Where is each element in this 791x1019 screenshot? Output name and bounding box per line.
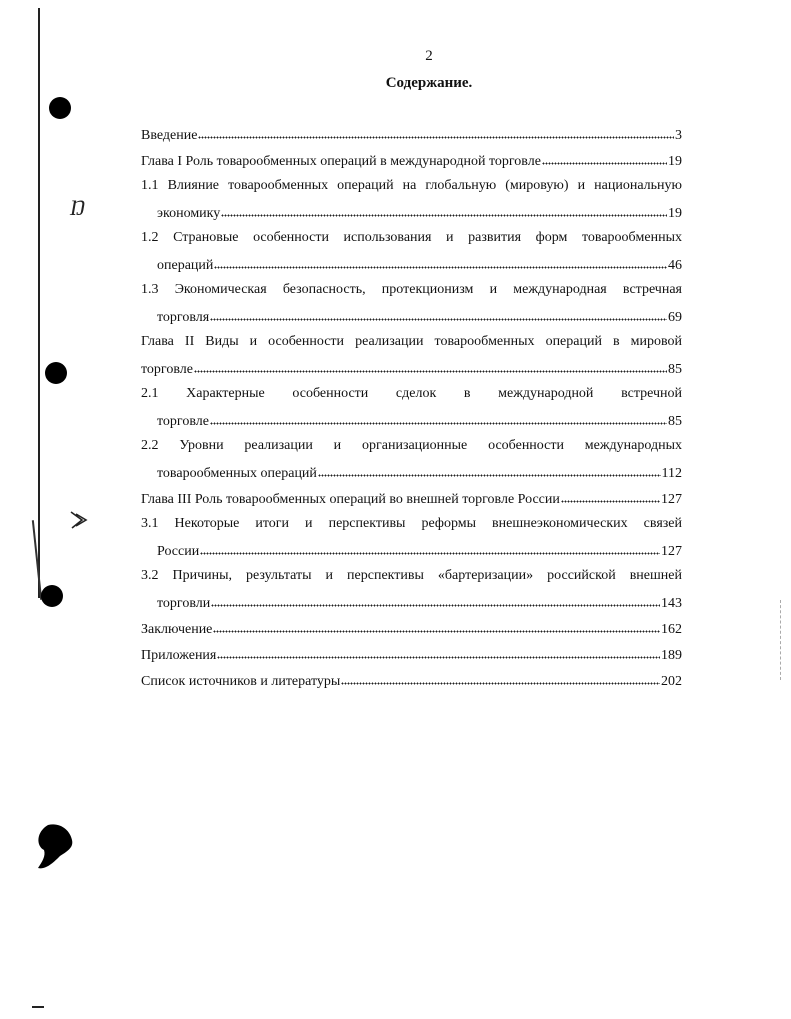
toc-entry — [141, 151, 682, 177]
toc-page-number: 19 — [668, 206, 682, 221]
toc-entry — [141, 437, 682, 489]
toc-entry-title: 1.3 Экономическая безопасность, протекционизм и международная встречная — [141, 282, 682, 297]
toc-page-number: 85 — [668, 414, 682, 429]
toc-page-number: 69 — [668, 310, 682, 325]
toc-entry — [141, 333, 682, 385]
toc-entry — [141, 645, 682, 671]
dot-leader — [194, 359, 667, 373]
toc-entry — [141, 385, 682, 437]
dot-leader — [542, 151, 667, 165]
toc-entry-title-continued: экономику — [157, 206, 221, 221]
page-title: Содержание. — [385, 75, 473, 91]
dot-leader — [210, 307, 667, 321]
toc-page-number: 127 — [661, 492, 682, 507]
punch-hole — [41, 585, 63, 607]
toc-entry — [141, 567, 682, 619]
toc-entry — [141, 229, 682, 281]
dot-leader — [341, 671, 660, 685]
toc-entry-title: Заключение — [141, 622, 213, 637]
dot-leader — [561, 489, 660, 503]
toc-page-number: 202 — [661, 674, 682, 689]
margin-scribble: Ŋ — [70, 195, 86, 220]
toc-entry-title: 2.1 Характерные особенности сделок в международной встречной — [141, 386, 682, 401]
binder-line — [38, 8, 40, 598]
dot-leader — [211, 593, 660, 607]
toc-page-number: 85 — [668, 362, 682, 377]
scan-edge — [779, 600, 781, 680]
toc-entry-title-continued: торговле — [157, 414, 209, 429]
toc-entry-title: Глава II Виды и особенности реализации товарообменных операций в мировой — [141, 334, 682, 349]
toc-entry — [141, 671, 682, 697]
toc-entry-title: 2.2 Уровни реализации и организационные особенности международных — [141, 438, 682, 453]
toc-entry-title-continued: торговли — [157, 596, 211, 611]
toc-page-number: 46 — [668, 258, 682, 273]
toc-page-number: 19 — [668, 154, 682, 169]
toc-entry-title-continued: товарообменных операций — [157, 466, 317, 481]
toc-entry-title: 3.2 Причины, результаты и перспективы «бартеризации» российской внешней — [141, 568, 682, 583]
dot-leader — [221, 203, 667, 217]
toc-entry-title: 3.1 Некоторые итоги и перспективы реформы внешнеэкономических связей — [141, 516, 682, 531]
toc-page-number: 189 — [661, 648, 682, 663]
dot-leader — [214, 255, 667, 269]
toc-entry — [141, 619, 682, 645]
toc-page-number: 127 — [661, 544, 682, 559]
toc-page-number: 112 — [661, 466, 682, 481]
ink-blot — [30, 822, 80, 877]
toc-entry — [141, 515, 682, 567]
toc-page-number: 143 — [661, 596, 682, 611]
binder-line — [32, 520, 42, 600]
dot-leader — [200, 541, 660, 555]
page-number: 2 — [425, 48, 433, 64]
table-of-contents — [141, 125, 682, 697]
toc-page-number: 162 — [661, 622, 682, 637]
toc-entry — [141, 281, 682, 333]
toc-entry — [141, 125, 682, 151]
dot-leader — [318, 463, 661, 477]
scan-mark — [32, 1006, 44, 1008]
toc-entry-title: Глава III Роль товарообменных операций во внешней торговле России — [141, 492, 560, 507]
toc-entry-title: Приложения — [141, 648, 217, 663]
toc-entry-title: 1.1 Влияние товарообменных операций на глобальную (мировую) и национальную — [141, 178, 682, 193]
dot-leader — [198, 125, 674, 139]
toc-entry — [141, 489, 682, 515]
punch-hole — [49, 97, 71, 119]
punch-hole — [45, 362, 67, 384]
toc-entry-title: Введение — [141, 128, 198, 143]
paperclip-mark-icon — [68, 508, 90, 538]
toc-entry-title-continued: России — [157, 544, 200, 559]
dot-leader — [213, 619, 660, 633]
toc-entry-title: Список источников и литературы — [141, 674, 341, 689]
toc-entry-title: Глава I Роль товарообменных операций в международной торговле — [141, 154, 541, 169]
dot-leader — [217, 645, 660, 659]
toc-entry — [141, 177, 682, 229]
dot-leader — [210, 411, 667, 425]
toc-entry-title: 1.2 Страновые особенности использования и развития форм товарообменных — [141, 230, 682, 245]
toc-entry-title-continued: торговля — [157, 310, 210, 325]
toc-page-number: 3 — [675, 128, 682, 143]
toc-entry-title-continued: торговле — [141, 362, 193, 377]
toc-entry-title-continued: операций — [157, 258, 214, 273]
